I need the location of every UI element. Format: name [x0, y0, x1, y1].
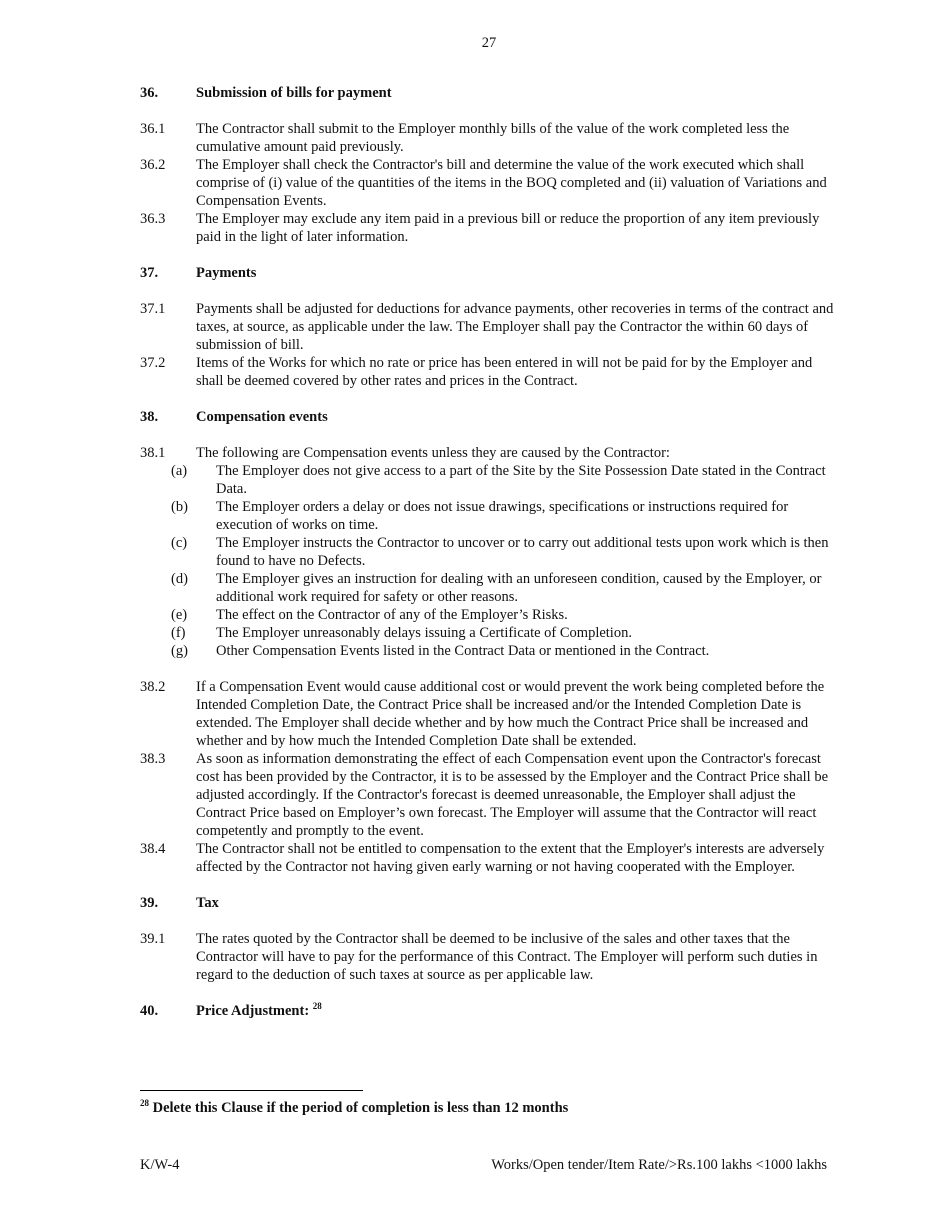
footer-document-category: Works/Open tender/Item Rate/>Rs.100 lakhs <1000 lakhs	[491, 1157, 827, 1173]
list-item	[140, 534, 840, 570]
section-title-text: Price Adjustment:	[196, 1003, 310, 1019]
clause-text: The rates quoted by the Contractor shall be deemed to be inclusive of the sales and other taxes that the Contractor will have to pay for the performance of this Contract. The Employer will perform such duties in regard to the deduction of such taxes at source as per applicable law.	[196, 931, 818, 983]
clause-number: 36.1	[140, 121, 166, 137]
footnote	[140, 1099, 568, 1117]
section-40	[140, 1002, 840, 1020]
section-38	[140, 408, 840, 876]
list-item	[140, 498, 840, 534]
clause-text: The Contractor shall not be entitled to compensation to the extent that the Employer's interests are adversely affected by the Contractor not having given early warning or not having cooperated with the Employer.	[196, 841, 825, 875]
item-text: The Employer orders a delay or does not issue drawings, specifications or instructions required for execution of works on time.	[216, 499, 789, 533]
clause-number: 36.3	[140, 211, 166, 227]
section-37	[140, 264, 840, 390]
section-heading	[140, 84, 840, 102]
clause-36-2	[140, 156, 840, 210]
item-letter: (f)	[171, 625, 186, 641]
list-item	[140, 606, 840, 624]
clause-number: 38.4	[140, 841, 166, 857]
document-body	[140, 84, 840, 1038]
compensation-events-list	[140, 462, 840, 660]
page-number: 27	[481, 35, 497, 51]
item-text: The effect on the Contractor of any of the Employer’s Risks.	[216, 607, 568, 623]
footnote-reference: 28	[312, 1001, 322, 1011]
list-item	[140, 462, 840, 498]
clause-37-2	[140, 354, 840, 390]
footnote-divider	[140, 1090, 363, 1091]
clause-38-1	[140, 444, 840, 462]
section-number: 38.	[140, 409, 159, 425]
item-letter: (g)	[171, 643, 188, 659]
clause-number: 38.2	[140, 679, 166, 695]
clause-38-2	[140, 678, 840, 750]
section-title: Tax	[196, 895, 219, 911]
section-number: 39.	[140, 895, 159, 911]
clause-text: The Employer shall check the Contractor's bill and determine the value of the work executed which shall comprise of (i) value of the quantities of the items in the BOQ completed and (ii) valuation of Variations and Compensation Events.	[196, 157, 827, 209]
clause-37-1	[140, 300, 840, 354]
item-text: The Employer instructs the Contractor to uncover or to carry out additional tests upon work which is then found to have no Defects.	[216, 535, 829, 569]
clause-text: If a Compensation Event would cause additional cost or would prevent the work being completed before the Intended Completion Date, the Contract Price shall be increased and/or the Intended Completion Date is extended. The Employer shall decide whether and by how much the Contract Price shall be increased and whether and by how much the Intended Completion Date shall be extended.	[196, 679, 825, 749]
item-text: The Employer gives an instruction for dealing with an unforeseen condition, caused by the Employer, or additional work required for safety or other reasons.	[216, 571, 822, 605]
section-36	[140, 84, 840, 246]
section-heading	[140, 894, 840, 912]
clause-text: The Contractor shall submit to the Employer monthly bills of the value of the work completed less the cumulative amount paid previously.	[196, 121, 790, 155]
clause-number: 37.2	[140, 355, 166, 371]
clause-38-4	[140, 840, 840, 876]
clause-text: Payments shall be adjusted for deductions for advance payments, other recoveries in terms of the contract and taxes, at source, as applicable under the law. The Employer shall pay the Contractor the within 60 days of submission of bill.	[196, 301, 834, 353]
item-text: The Employer unreasonably delays issuing a Certificate of Completion.	[216, 625, 632, 641]
section-number: 36.	[140, 85, 159, 101]
clause-text: Items of the Works for which no rate or price has been entered in will not be paid for by the Employer and shall be deemed covered by other rates and prices in the Contract.	[196, 355, 813, 389]
section-title	[196, 1002, 322, 1020]
list-item	[140, 570, 840, 606]
item-letter: (b)	[171, 499, 188, 515]
clause-text: The Employer may exclude any item paid in a previous bill or reduce the proportion of any item previously paid in the light of later information.	[196, 211, 820, 245]
list-item	[140, 642, 840, 660]
item-text: Other Compensation Events listed in the Contract Data or mentioned in the Contract.	[216, 643, 710, 659]
list-item	[140, 624, 840, 642]
section-heading	[140, 408, 840, 426]
section-number: 40.	[140, 1003, 159, 1019]
clause-36-3	[140, 210, 840, 246]
section-heading	[140, 1002, 840, 1020]
clause-number: 38.1	[140, 445, 166, 461]
footnote-text: Delete this Clause if the period of completion is less than 12 months	[152, 1100, 569, 1116]
clause-number: 36.2	[140, 157, 166, 173]
clause-text: As soon as information demonstrating the effect of each Compensation event upon the Contractor's forecast cost has been provided by the Contractor, it is to be assessed by the Employer and the Contract Price shall be adjusted accordingly. If the Contractor's forecast is deemed unreasonable, the Employer shall adjust the Contract Price based on Employer’s own forecast. The Employer will assume that the Contractor will react competently and promptly to the event.	[196, 751, 829, 839]
item-letter: (e)	[171, 607, 188, 623]
item-text: The Employer does not give access to a part of the Site by the Site Possession Date stated in the Contract Data.	[216, 463, 826, 497]
clause-number: 39.1	[140, 931, 166, 947]
section-heading	[140, 264, 840, 282]
footer-document-code: K/W-4	[140, 1157, 180, 1173]
section-number: 37.	[140, 265, 159, 281]
clause-39-1	[140, 930, 840, 984]
item-letter: (d)	[171, 571, 188, 587]
footnote-marker: 28	[140, 1098, 149, 1108]
clause-text: The following are Compensation events unless they are caused by the Contractor:	[196, 445, 670, 461]
section-title: Compensation events	[196, 409, 328, 425]
section-39	[140, 894, 840, 984]
clause-number: 38.3	[140, 751, 166, 767]
item-letter: (c)	[171, 535, 188, 551]
section-title: Submission of bills for payment	[196, 85, 392, 101]
clause-38-3	[140, 750, 840, 840]
clause-36-1	[140, 120, 840, 156]
item-letter: (a)	[171, 463, 188, 479]
section-title: Payments	[196, 265, 257, 281]
clause-number: 37.1	[140, 301, 166, 317]
